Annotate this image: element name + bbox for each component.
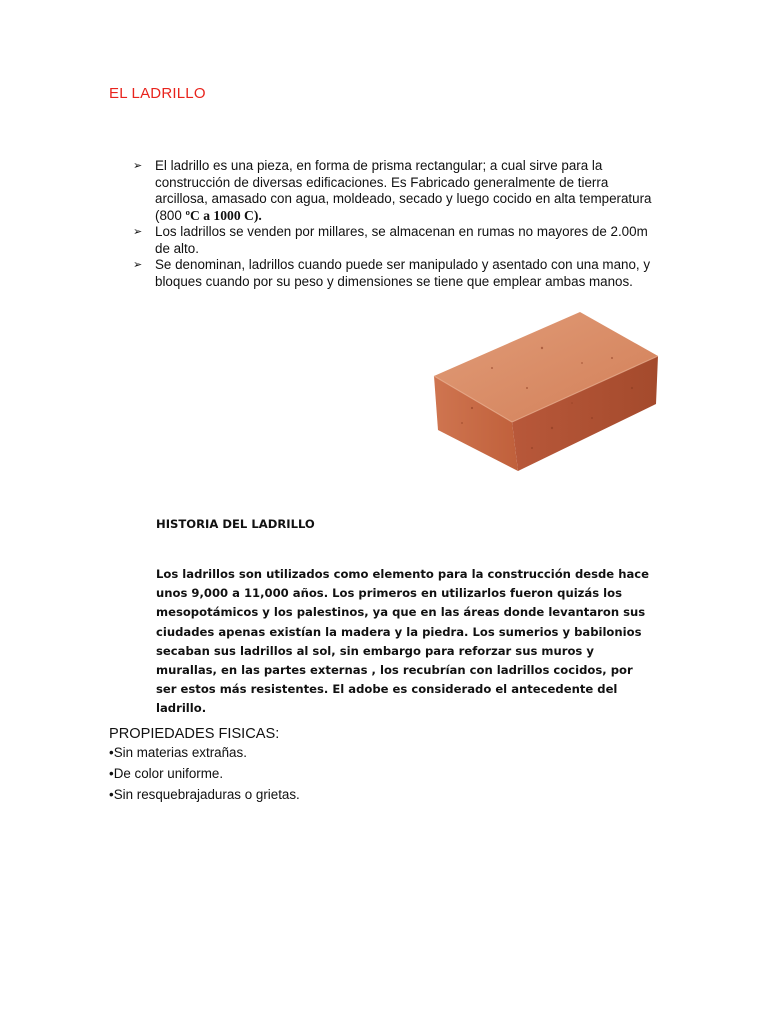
list-item: •Sin resquebrajaduras o grietas.: [109, 787, 300, 802]
bullet-text-bold: ºC a 1000 C).: [185, 207, 262, 223]
bullet-text: El ladrillo es una pieza, en forma de prisma rectangular; a cual sirve para la construcción de diversas edificaciones. Es Fabricado generalmente de tierra arcillosa, amasado con agua, moldeado, secado y luego cocido en alta temperatura (800: [155, 158, 652, 223]
arrow-bullet-icon: ➢: [133, 226, 143, 238]
history-heading: HISTORIA DEL LADRILLO: [156, 517, 315, 531]
arrow-bullet-icon: ➢: [133, 160, 143, 172]
properties-heading: PROPIEDADES FISICAS:: [109, 726, 280, 742]
arrow-bullet-icon: ➢: [133, 259, 143, 271]
list-item: •De color uniforme.: [109, 766, 224, 781]
brick-image: [432, 308, 660, 474]
bullet-item: [133, 158, 663, 224]
properties-list: [109, 742, 300, 805]
intro-bullet-list: [133, 158, 663, 290]
document-title: EL LADRILLO: [109, 85, 206, 102]
history-paragraph: Los ladrillos son utilizados como elemento para la construcción desde hace unos 9,000 a 11,000 años. Los primeros en utilizarlos fueron quizás los mesopotámicos y los palestinos, ya que en las áreas donde levantaron sus ciudades apenas existían la madera y la piedra. Los sumerios y babilonios secaban sus ladrillos al sol, sin embargo para reforzar sus muros y murallas, en las partes externas , los recubrían con ladrillos cocidos, por ser estos más resistentes. El adobe es considerado el antecedente del ladrillo.: [156, 567, 650, 716]
bullet-text: Se denominan, ladrillos cuando puede ser manipulado y asentado con una mano, y bloques cuando por su peso y dimensiones se tiene que emplear ambas manos.: [155, 257, 651, 289]
bullet-text: Los ladrillos se venden por millares, se almacenan en rumas no mayores de 2.00m de alto.: [155, 224, 648, 256]
list-item: •Sin materias extrañas.: [109, 745, 247, 760]
bullet-item: [133, 257, 663, 290]
bullet-item: [133, 224, 663, 257]
